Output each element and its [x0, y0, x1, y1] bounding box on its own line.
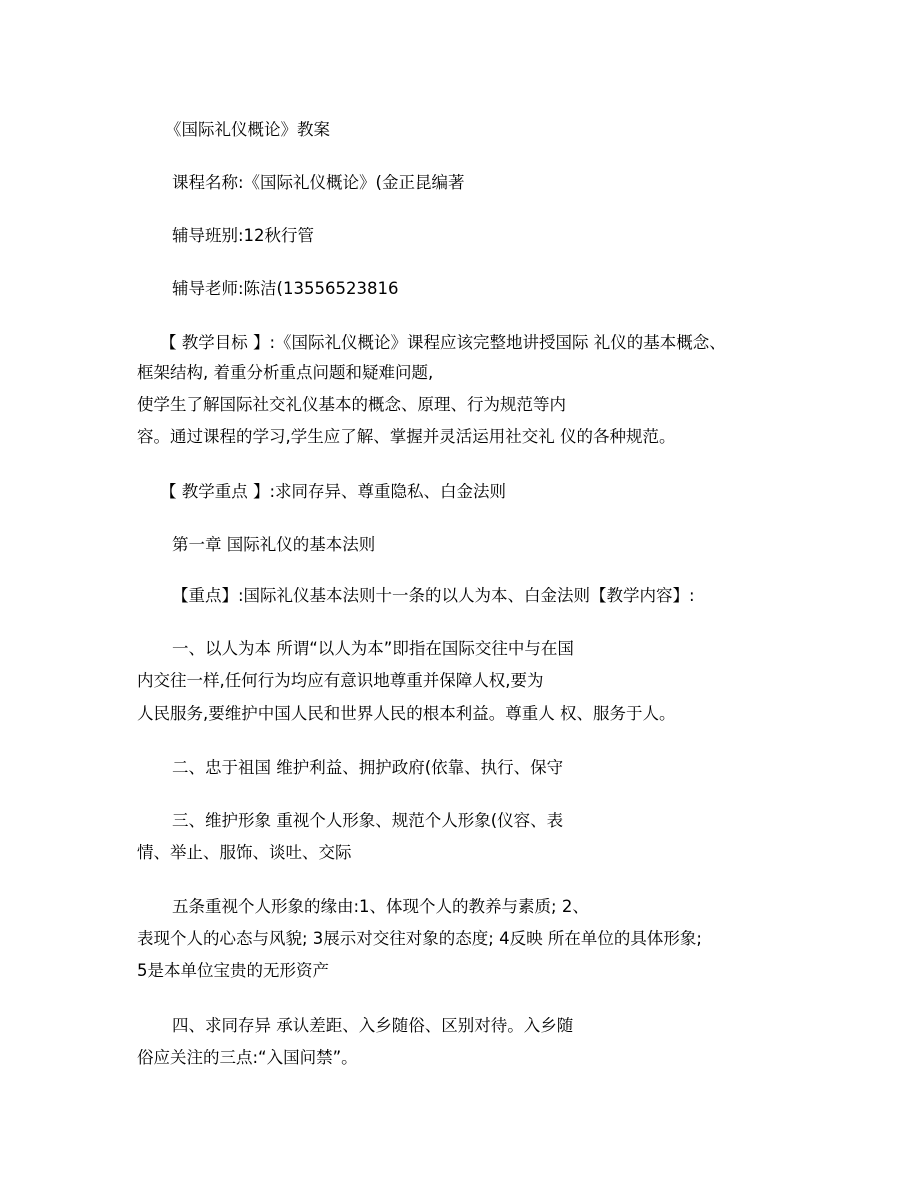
image-reasons-line: 表现个人的心态与风貌; 3展示对交往对象的态度; 4反映 所在单位的具体形象;	[137, 929, 702, 948]
section-4-line: 俗应关注的三点:“入国问禁”。	[137, 1048, 358, 1067]
teaching-goal-line: 【 教学目标 】:《国际礼仪概论》课程应该完整地讲授国际 礼仪的基本概念、	[160, 333, 726, 352]
teaching-goal-line: 容。通过课程的学习,学生应了解、掌握并灵活运用社交礼 仪的各种规范。	[137, 427, 676, 446]
section-4-line: 四、求同存异 承认差距、入乡随俗、区别对待。入乡随	[172, 1016, 574, 1035]
teaching-key-points: 【 教学重点 】:求同存异、尊重隐私、白金法则	[160, 482, 507, 501]
section-3-line: 三、维护形象 重视个人形象、规范个人形象(仪容、表	[172, 811, 564, 830]
teaching-goal-line: 使学生了解国际社交礼仪基本的概念、原理、行为规范等内	[137, 395, 566, 414]
section-2: 二、忠于祖国 维护利益、拥护政府(依靠、执行、保守	[172, 758, 564, 777]
section-1-line: 内交往一样,任何行为均应有意识地尊重并保障人权,要为	[137, 671, 544, 690]
section-3-line: 情、举止、服饰、谈吐、交际	[137, 843, 352, 862]
course-name: 课程名称:《国际礼仪概论》(金正昆编著	[172, 173, 465, 192]
document-title: 《国际礼仪概论》教案	[165, 120, 330, 139]
teacher-info: 辅导老师:陈洁(13556523816	[172, 279, 399, 298]
chapter-focus: 【重点】:国际礼仪基本法则十一条的以人为本、白金法则【教学内容】:	[172, 586, 695, 605]
class-info: 辅导班别:12秋行管	[172, 226, 315, 245]
image-reasons-line: 5是本单位宝贵的无形资产	[137, 961, 329, 980]
image-reasons-line: 五条重视个人形象的缘由:1、体现个人的教养与素质; 2、	[172, 897, 589, 916]
chapter-heading: 第一章 国际礼仪的基本法则	[172, 535, 376, 554]
section-1-line: 人民服务,要维护中国人民和世界人民的根本利益。尊重人 权、服务于人。	[137, 704, 676, 723]
section-1-line: 一、以人为本 所谓“以人为本”即指在国际交往中与在国	[172, 639, 574, 658]
teaching-goal-line: 框架结构, 着重分析重点问题和疑难问题,	[137, 363, 434, 382]
